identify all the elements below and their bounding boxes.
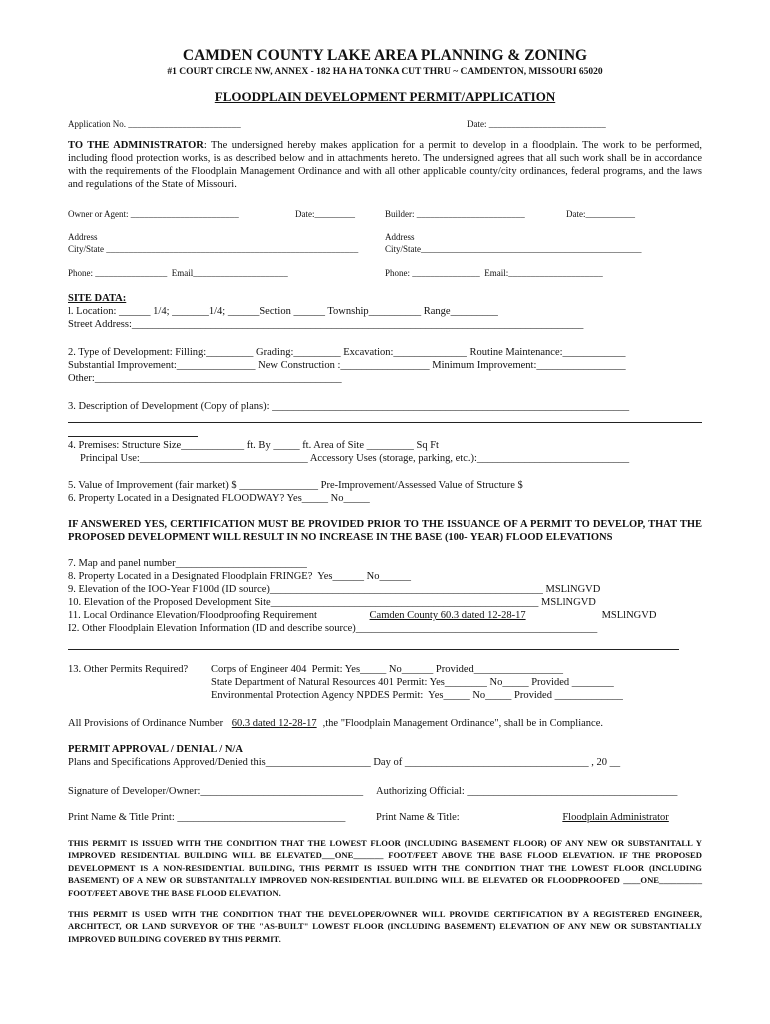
base-flood-elevation-field[interactable]: 9. Elevation of the IOO-Year F100d (ID source)____________________________________________________ MSLlNGVD: [68, 584, 601, 595]
owner-address-label: Address: [68, 232, 98, 242]
street-address-field[interactable]: Street Address:______________________________________________________________________________________: [68, 319, 584, 330]
intro-paragraph: [68, 139, 702, 191]
description-field[interactable]: 3. Description of Development (Copy of plans): ____________________________________________________________________: [68, 401, 630, 412]
intro-text: : The undersigned hereby makes application for a permit to develop in a floodplain. The work to be performed, including flood protection works, is as described below and in attachments hereto. The undersigned agrees that all such work shall be in accordance with the requirements of the Floodplain Management Ordinance and with all other applicable county/city ordinances, federal programs, and the laws and regulations of the State of Missouri.: [68, 140, 702, 190]
official-signature-field[interactable]: Authorizing Official: ________________________________________: [376, 786, 678, 797]
premises-field[interactable]: 4. Premises: Structure Size____________ ft. By _____ ft. Area of Site _________ Sq Ft: [68, 440, 439, 451]
development-type-field[interactable]: 2. Type of Development: Filling:_________ Grading:_________ Excavation:______________ Routine Maintenance:____________: [68, 347, 626, 358]
description-line-short: [68, 436, 198, 437]
location-field[interactable]: l. Location: ______ 1/4; _______1/4; ______Section ______ Township__________ Range_________: [68, 306, 498, 317]
form-title: FLOODPLAIN DEVELOPMENT PERMIT/APPLICATION: [214, 89, 556, 104]
permit-approval-heading: PERMIT APPROVAL / DENIAL / N/A: [68, 744, 243, 755]
owner-city-state-field[interactable]: City/State ________________________________________________________: [68, 244, 359, 254]
state-permit-field[interactable]: State Department of Natural Resources 401 Permit: Yes________ No_____ Provided ________: [211, 677, 614, 688]
ordinance-number: 60.3 dated 12-28-17: [231, 718, 317, 729]
compliance-suffix: ,the "Floodplain Management Ordinance", shall be in Compliance.: [322, 718, 603, 729]
developer-signature-field[interactable]: Signature of Developer/Owner:_______________________________: [68, 786, 364, 797]
intro-label: TO THE ADMINISTRATOR: [68, 140, 204, 151]
builder-phone-email-field[interactable]: Phone: _______________ Email:_____________________: [385, 268, 603, 278]
local-ordinance-field[interactable]: [68, 609, 656, 622]
epa-permit-field[interactable]: Environmental Protection Agency NPDES Permit: Yes_____ No_____ Provided _____________: [211, 690, 623, 701]
principal-use-field[interactable]: Principal Use:________________________________ Accessory Uses (storage, parking, etc.):_____________________________: [80, 453, 630, 464]
builder-field[interactable]: Builder: ________________________: [385, 209, 525, 219]
map-panel-field[interactable]: 7. Map and panel number_________________________: [68, 558, 307, 569]
other-elevation-info-field[interactable]: I2. Other Floodplain Elevation Information (ID and describe source)______________________________________________: [68, 623, 598, 634]
owner-date-field[interactable]: Date:_________: [295, 209, 355, 219]
corps-permit-field[interactable]: Corps of Engineer 404 Permit: Yes_____ No______ Provided_________________: [211, 664, 564, 675]
other-info-line: [68, 649, 679, 650]
organization-address: #1 COURT CIRCLE NW, ANNEX - 182 HA HA TONKA CUT THRU ~ CAMDENTON, MISSOURI 65020: [167, 67, 603, 77]
builder-address-label: Address: [385, 232, 415, 242]
description-line: [68, 422, 702, 423]
residential-condition-text: THIS PERMIT IS ISSUED WITH THE CONDITION THAT THE LOWEST FLOOR (INCLUDING BASEMENT FLOOR) OF ANY NEW OR SUBSTANITALL Y IMPROVED RESIDENTIAL BUILDING WILL BE ELEVATED___ONE_______ FOOT/FEET ABOVE THE BASE FLOOD ELEVATION. IF THE PROPOSED DEVELOPMENT IS A NON-RESIDENTIAL BUILDING, THIS PERMIT IS ISSUED WITH THE CONDITION THAT THE LOWEST FLOOR (INCLUDING BASEMENT) OF A NEW OR SUBSTANITALLY IMPROVED NON-RESIDENTIAL BUILDING WILL BE ELEVATED OR FLOODPROOFED ____ONE__________ FOOT/FEET ABOVE THE BASE FLOOD ELEVATION.: [68, 838, 702, 898]
local-ordinance-value: Camden County 60.3 dated 12-28-17: [369, 610, 526, 621]
ordinance-compliance: [68, 717, 603, 730]
builder-city-state-field[interactable]: City/State_________________________________________________: [385, 244, 642, 254]
other-permits-label: 13. Other Permits Required?: [68, 664, 189, 675]
floodway-question[interactable]: 6. Property Located in a Designated FLOODWAY? Yes_____ No_____: [68, 493, 370, 504]
fringe-question[interactable]: 8. Property Located in a Designated Floodplain FRINGE? Yes______ No______: [68, 571, 411, 582]
improvement-value-field[interactable]: 5. Value of Improvement (fair market) $ _______________ Pre-Improvement/Assessed Value of Structure $: [68, 480, 523, 491]
certification-warning: IF ANSWERED YES, CERTIFICATION MUST BE PROVIDED PRIOR TO THE ISSUANCE OF A PERMIT TO DEVELOP, THAT THE PROPOSED DEVELOPMENT WILL RESULT IN NO INCREASE IN THE BASE (100- YEAR) FLOOD ELEVATIONS: [68, 519, 702, 543]
organization-name: CAMDEN COUNTY LAKE AREA PLANNING & ZONING: [182, 47, 588, 64]
improvement-type-field[interactable]: Substantial Improvement:_______________ New Construction :_________________ Minimum Improvement:_________________: [68, 360, 626, 371]
certification-condition-text: THIS PERMIT IS USED WITH THE CONDITION THAT THE DEVELOPER/OWNER WILL PROVIDE CERTIFICATION BY A REGISTERED ENGINEER, ARCHITECT, OR LAND SURVEYOR OF THE "AS-BUILT" LOWEST FLOOR (INCLUDING BASEMENT) ELEVATION OF ANY NEW OR SUBSTANTIALLY IMPROVED BUILDING COVERED BY THIS PERMIT.: [68, 909, 702, 944]
local-ordinance-label: 11. Local Ordinance Elevation/Floodproofing Requirement: [68, 610, 317, 621]
owner-phone-email-field[interactable]: Phone: ________________ Email_____________________: [68, 268, 288, 278]
application-number-field[interactable]: Application No. _________________________: [68, 119, 241, 129]
plans-approval-field[interactable]: Plans and Specifications Approved/Denied this____________________ Day of ___________________________________ , 20 __: [68, 757, 621, 768]
owner-agent-field[interactable]: Owner or Agent: ________________________: [68, 209, 239, 219]
official-print-name-label: Print Name & Title:: [376, 812, 463, 823]
other-development-field[interactable]: Other:_______________________________________________: [68, 373, 342, 384]
site-data-heading: SITE DATA:: [68, 293, 127, 304]
proposed-elevation-field[interactable]: 10. Elevation of the Proposed Development Site___________________________________________________ MSLlNGVD: [68, 597, 596, 608]
compliance-prefix: All Provisions of Ordinance Number: [68, 718, 224, 729]
local-ordinance-unit: MSLlNGVD: [601, 610, 657, 621]
official-print-name-field[interactable]: [376, 811, 669, 824]
official-title-value: Floodplain Administrator: [562, 812, 669, 823]
builder-date-field[interactable]: Date:___________: [566, 209, 635, 219]
application-date-field[interactable]: Date: __________________________: [467, 119, 606, 129]
developer-print-name-field[interactable]: Print Name & Title Print: ________________________________: [68, 812, 346, 823]
